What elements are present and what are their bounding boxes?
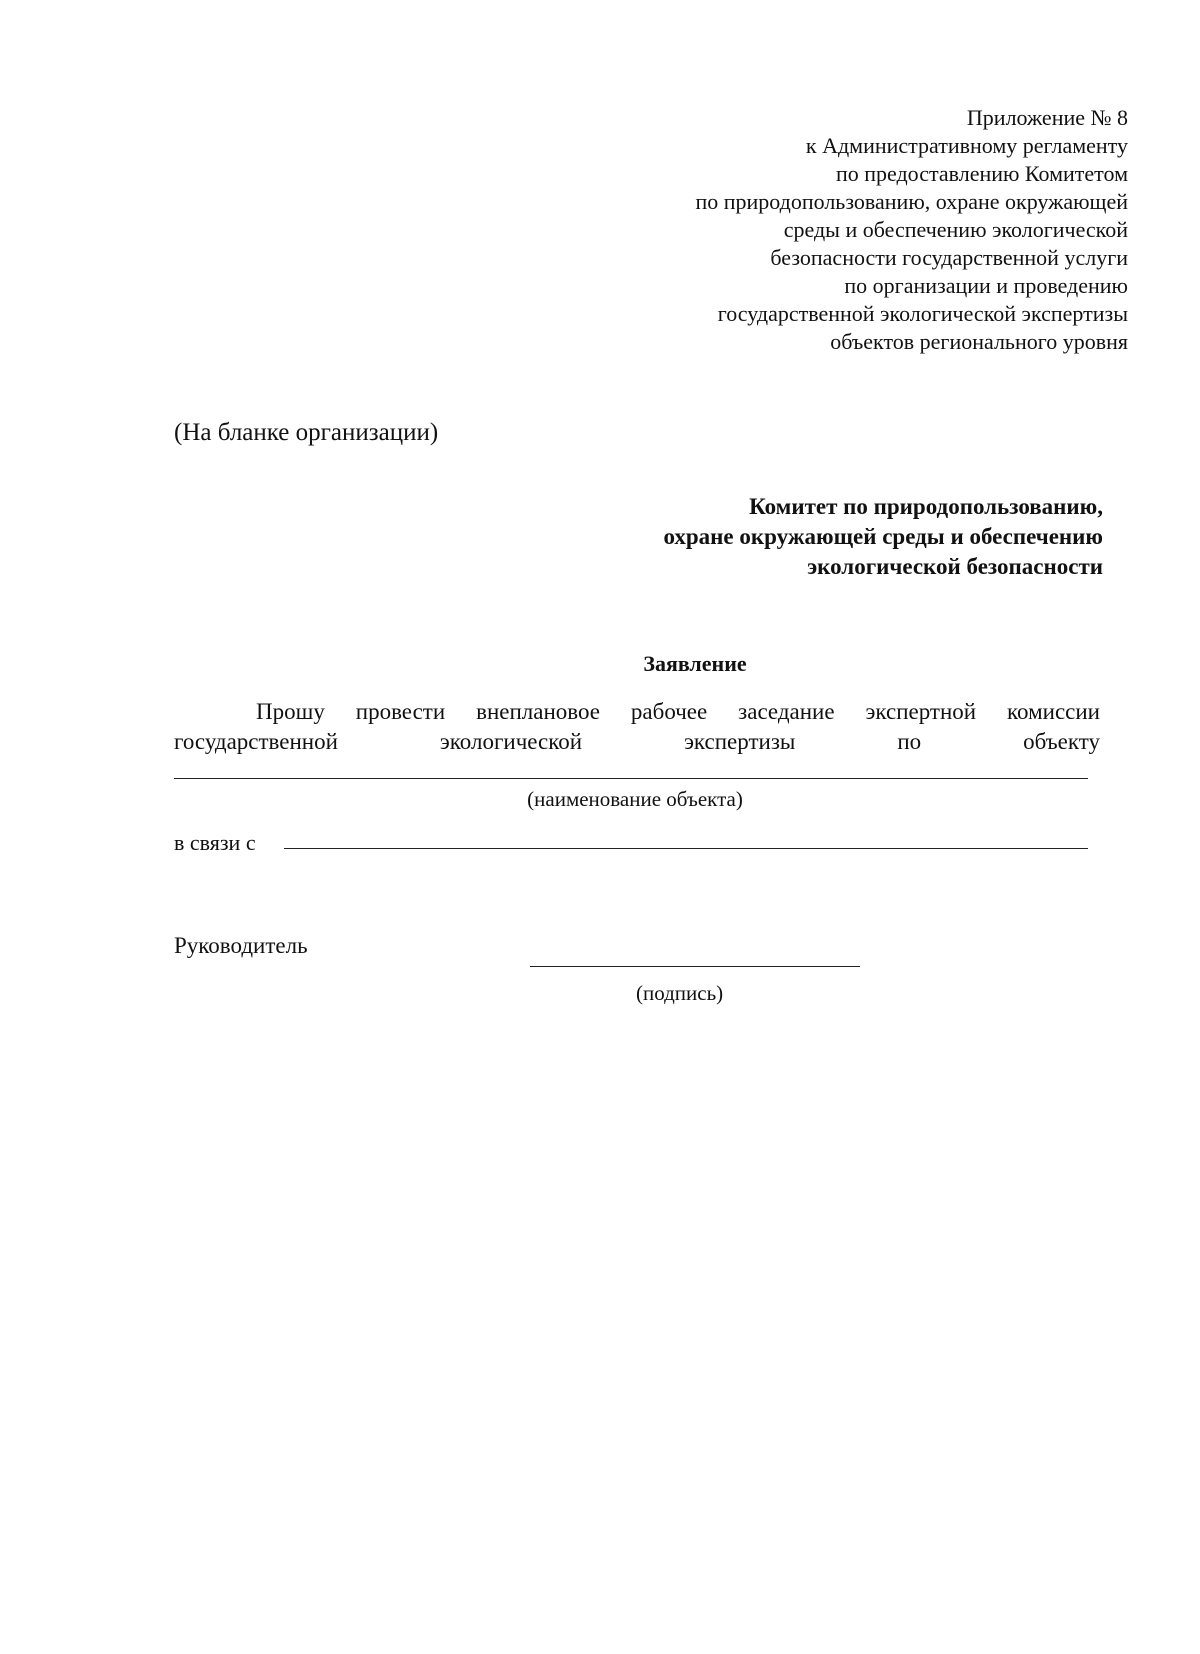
document-title: Заявление [643, 651, 747, 676]
reason-field[interactable] [284, 848, 1088, 849]
appendix-line: по организации и проведению [844, 273, 1128, 298]
body-word: по [897, 729, 922, 754]
body-text-line-2 [174, 728, 1100, 756]
body-word: объекту [1023, 729, 1100, 754]
signature-field[interactable] [530, 966, 860, 967]
letterhead-note: (На бланке организации) [174, 419, 439, 446]
reason-label: в связи с [174, 830, 256, 855]
document-title-wrap [0, 650, 1200, 678]
appendix-line: Приложение № 8 [966, 105, 1128, 130]
appendix-line: по предоставлению Комитетом [835, 161, 1128, 186]
signature-caption: (подпись) [636, 981, 724, 1005]
body-word: экспертизы [684, 729, 796, 754]
addressee-line: охране окружающей среды и обеспечению [663, 524, 1103, 549]
appendix-line: государственной экологической экспертизы [717, 301, 1128, 326]
addressee-block [463, 492, 1103, 582]
appendix-line: среды и обеспечению экологической [783, 217, 1128, 242]
appendix-line: по природопользованию, охране окружающей [695, 189, 1128, 214]
object-name-caption: (наименование объекта) [527, 787, 743, 811]
body-text-line-1: Прошу провести внеплановое рабочее заседание экспертной комиссии [256, 699, 1100, 724]
body-word: экологической [439, 729, 583, 754]
object-name-field[interactable] [174, 778, 1088, 779]
addressee-line: Комитет по природопользованию, [749, 494, 1103, 519]
appendix-header [568, 104, 1128, 356]
head-label: Руководитель [174, 933, 308, 958]
addressee-line: экологической безопасности [807, 554, 1103, 579]
appendix-line: объектов регионального уровня [830, 329, 1128, 354]
appendix-line: безопасности государственной услуги [770, 245, 1128, 270]
appendix-line: к Административному регламенту [805, 133, 1128, 158]
body-word: государственной [174, 729, 338, 754]
